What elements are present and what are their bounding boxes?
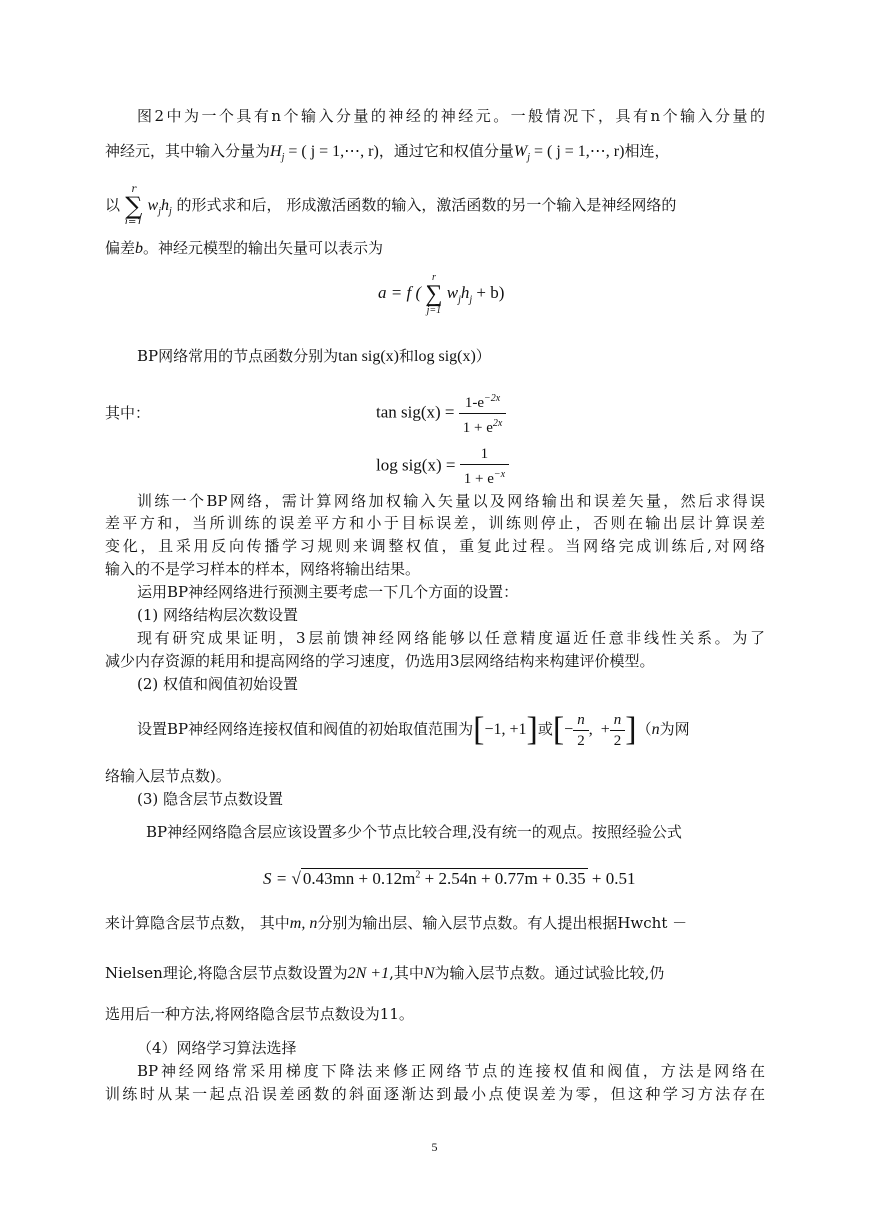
math-wh: $w_jh_j$: [147, 197, 172, 218]
page-number: 5: [431, 1140, 438, 1154]
paragraph-7-line-2: 络输入层节点数)。: [105, 767, 231, 785]
math-logsig: log sig(x): [414, 348, 476, 365]
paragraph-1-line-4: [105, 238, 765, 259]
text: 和: [399, 347, 415, 365]
equation-tansig: tan sig(x) = $\frac{1-e^{-2x}}{1 + e^{2x}}$: [376, 389, 506, 438]
math-n: n: [651, 721, 660, 738]
math-b: b: [135, 240, 144, 257]
paragraph-5: 运用BP神经网络进行预测主要考虑一下几个方面的设置：: [137, 583, 519, 601]
equation-neuron-output: a = f ( r ∑ j=1 $w_jh_j + b$): [378, 272, 505, 316]
paragraph-6-line-1: 现有研究成果证明，3层前馈神经网络能够以任意精度逼近任意非线性关系。为了: [137, 629, 765, 647]
paragraph-6-line-2: 减少内存资源的耗用和提高网络的学习速度，仍选用3层网络结构来构建评价模型。: [105, 652, 655, 670]
paragraph-9-line-2: [105, 963, 765, 984]
text: 分别为输出层、输入层节点数。有人提出根据Hwcht －: [317, 914, 688, 932]
text: 偏差: [105, 239, 136, 257]
text: 设置BP神经网络连接权值和阀值的初始取值范围为: [137, 720, 474, 738]
equation-logsig: log sig(x) = $\frac{1}{1 + e^{-x}}$: [376, 444, 509, 489]
section-1-title: (1) 网络结构层次数设置: [137, 606, 299, 624]
paragraph-4-line-3: 变化，且采用反向传播学习规则来调整权值，重复此过程。当网络完成训练后,对网络: [105, 537, 765, 555]
interval-1: [−1, +1]: [473, 711, 538, 749]
math-mn: m, n: [289, 915, 318, 932]
paragraph-1-line-2: [105, 141, 765, 168]
equation-hidden-nodes: S = √ $0.43mn + 0.12m^2 + 2.54n + 0.77m + 0.35 + 0.51$: [263, 869, 636, 888]
paragraph-8: BP神经网络隐含层应该设置多少个节点比较合理,没有统一的观点。按照经验公式: [146, 823, 682, 841]
math-hj: $H_j$ = ( j = 1,⋯, r): [270, 143, 379, 164]
text: 或: [537, 720, 553, 738]
text: 相连，: [624, 142, 670, 160]
math-N: N: [423, 965, 435, 982]
text: Nielsen理论,将隐含层节点数设置为: [105, 964, 348, 982]
math-tansig: tan sig(x): [338, 348, 399, 365]
paragraph-4-line-2: 差平方和，当所训练的误差平方和小于目标误差，训练则停止，否则在输出层计算误差: [105, 514, 765, 532]
math-wj: $W_j$ = ( j = 1,⋯, r): [513, 143, 625, 164]
paragraph-4-line-1: 训练一个BP网络，需计算网络加权输入矢量以及网络输出和误差矢量，然后求得误: [137, 492, 765, 510]
section-2-title: (2) 权值和阀值初始设置: [137, 675, 299, 693]
paragraph-1-line-1: 图2中为一个具有n个输入分量的神经的神经元。一般情况下，具有n个输入分量的: [137, 107, 765, 125]
paragraph-1-line-3: [105, 184, 765, 224]
text: 。神经元模型的输出矢量可以表示为: [143, 239, 384, 257]
paragraph-2: [137, 346, 765, 367]
paragraph-7-line-1: [137, 706, 765, 752]
text: ,其中: [389, 964, 424, 982]
paragraph-10-line-1: BP神经网络常采用梯度下降法来修正网络节点的连接权值和阀值，方法是网络在: [137, 1062, 765, 1080]
text: 神经元，其中输入分量为: [105, 142, 271, 160]
text: 的形式求和后， 形成激活函数的输入，激活函数的另一个输入是神经网络的: [176, 196, 677, 214]
section-4-title: （4）网络学习算法选择: [137, 1039, 297, 1057]
sum-symbol: r ∑ i=1: [124, 184, 143, 224]
text: 为输入层节点数。通过试验比较,仍: [434, 964, 665, 982]
section-3-title: (3) 隐含层节点数设置: [137, 790, 284, 808]
text: ）: [475, 347, 491, 365]
paragraph-10-line-2: 训练时从某一起点沿误差函数的斜面逐渐达到最小点使误差为零，但这种学习方法存在: [105, 1085, 765, 1103]
paragraph-9-line-1: [105, 913, 765, 934]
text: 为网: [659, 720, 690, 738]
where-label: 其中：: [105, 404, 151, 422]
text: （: [636, 720, 652, 738]
paragraph-9-line-3: 选用后一种方法,将网络隐含层节点数设为11。: [105, 1005, 414, 1023]
text: 来计算隐含层节点数， 其中: [105, 914, 290, 932]
math-2n-plus-1: 2N +1: [347, 965, 390, 982]
paragraph-4-line-4: 输入的不是学习样本的样本，网络将输出结果。: [105, 560, 421, 578]
text: ，通过它和权值分量: [378, 142, 514, 160]
interval-2: [− $\frac{n}{2}$ , + $\frac{n}{2}$ ]: [552, 711, 637, 749]
text: BP网络常用的节点函数分别为: [137, 347, 339, 365]
text: 以: [105, 196, 121, 214]
